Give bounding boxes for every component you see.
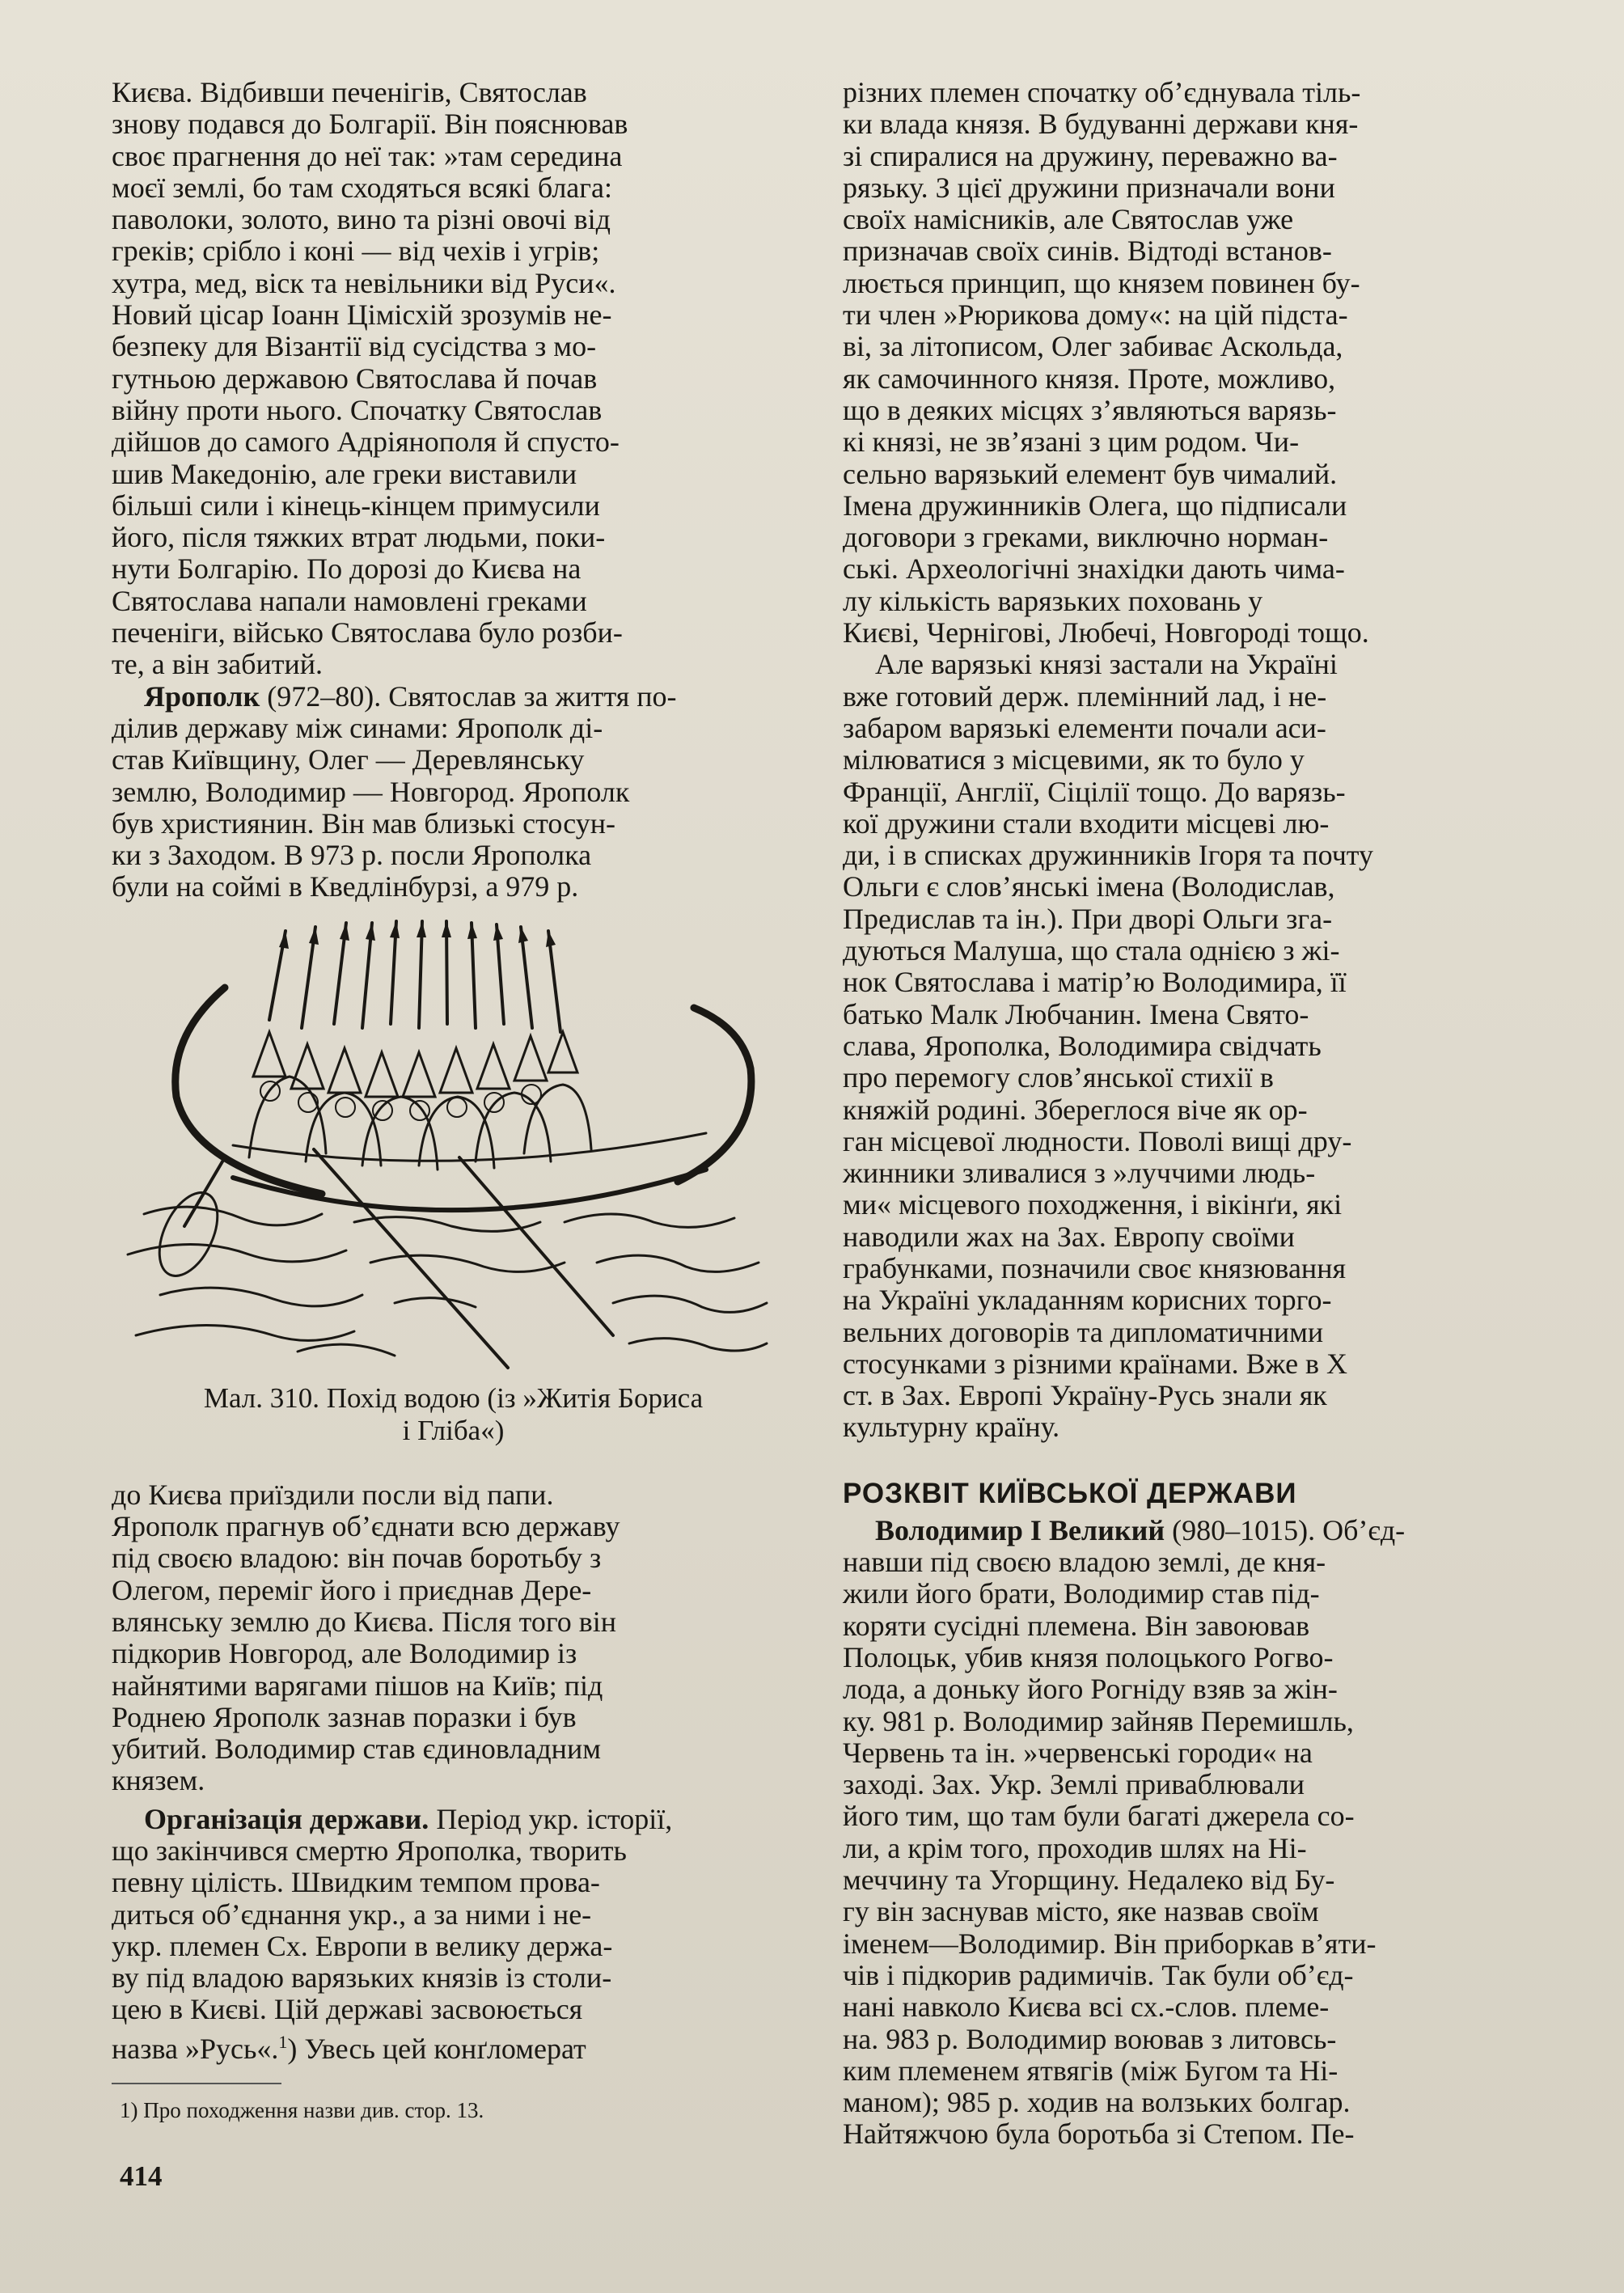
left-column — [112, 77, 795, 2123]
yaropolk-text: (972–80). Святослав за життя по- ділив державу між синами: Ярополк ді- став Київщину, Олег — Деревлянську землю, Володимир — Новгород. Ярополк був християнин. Він мав близькі стосун- ки з Заходом. В 973 р. посли Ярополка були на соймі в Кведлінбурзі, а 979 р. — [112, 679, 677, 903]
paragraph-organization — [112, 1804, 795, 2065]
paragraph-volodymyr — [843, 1515, 1532, 2151]
footnote-divider — [112, 2083, 281, 2084]
footnote-marker: 1 — [278, 2031, 288, 2052]
organization-text: Період укр. історії, що закінчився смертю Ярополка, творить певну цілість. Швидким темпом прова- диться об’єднання укр., а за ними і не- укр. племен Сх. Европи в велику держа- ву під владою варязьких князів із столи- цею в Києві. Цій державі засвоюється назва »Русь«. — [112, 1802, 673, 2065]
figure-caption: Мал. 310. Похід водою (із »Житія Бориса і Гліба«) — [203, 1381, 704, 1446]
volodymyr-text: (980–1015). Об’єд- навши під своєю владою землі, де кня- жили його брати, Володимир став під- коряти сусідні племена. Він завоював Полоцьк, убив князя полоцького Рогво- лода, а доньку його Рогніду взяв за жін- ку. 981 р. Володимир зайняв Перемишль, Червень та ін. »червенські городи« на заході. Зах. Укр. Землі приваблювали його тим, що там були багаті джерела со- ли, а крім того, проходив шлях на Ні- меччину та Угорщину. Недалеко від Бу- гу він заснував місто, яке назвав своїм іменем—Володимир. Він приборкав в’яти- чів і підкорив радимичів. Так були об’єд- нані навколо Києва всі сх.-слов. племе- на. 983 р. Володимир воював з литовсь- ким племенем ятвягів (між Бугом та Ні- маном); 985 р. ходив на волзьких болгар. Найтяжчою була боротьба зі Степом. Пе- — [843, 1513, 1406, 2151]
footnote: 1) Про походження назви див. стор. 13. — [120, 2098, 484, 2123]
illustration-boat — [112, 915, 795, 1376]
right-column — [843, 77, 1532, 2151]
organization-text-tail: ) Увесь цей конґломерат — [287, 2032, 586, 2065]
boat-drawing — [112, 915, 795, 1376]
paragraph-druzhyna: різних племен спочатку об’єднувала тіль- ки влада князя. В будуванні держави кня- зі спиралися на дружину, переважно ва- рязьку. З цієї дружини призначали вони своїх намісників, але Святослав уже призначав своїх синів. Відтоді встанов- люється принцип, що князем повинен бу- ти член »Рюрикова дому«: на цій підста- ві, за літописом, Олег забиває Аскольда, як самочинного князя. Проте, можливо, що в деяких місцях з’являються варязь- кі князі, не зв’язані з цим родом. Чи- сельно варязький елемент був чималий. Імена дружинників Олега, що підписали договори з греками, виключно норман- ські. Археологічні знахідки дають чима- лу кількість варязьких поховань у Києві, Чернігові, Любечі, Новгороді тощо. — [843, 76, 1369, 649]
paragraph-svyatoslav: Києва. Відбивши печенігів, Святослав знову подався до Болгарії. Він пояснював своє прагнення до неї так: »там середина моєї землі, бо там сходяться всякі блага: паволоки, золото, вино та різні овочі від греків; срібло і коні — від чехів і угрів; хутра, мед, віск та невільники від Руси«. Новий цісар Іоанн Цімісхій зрозумів не- безпеку для Візантії від сусідства з мо- гутньою державою Святослава й почав війну проти нього. Спочатку Святослав дійшов до самого Адріянополя й спусто- шив Македонію, але греки виставили більші сили і кінець-кінцем примусили його, після тяжких втрат людьми, поки- нути Болгарію. По дорозі до Києва на Святослава напали намовлені греками печеніги, військо Святослава було розби- те, а він забитий. — [112, 76, 628, 681]
paragraph-yaropolk — [112, 681, 795, 903]
page-number: 414 — [120, 2160, 163, 2192]
section-heading: РОЗКВІТ КИЇВСЬКОЇ ДЕРЖАВИ — [843, 1477, 1297, 1509]
paragraph-yaropolk-continued: до Києва приїздили посли від папи. Ярополк прагнув об’єднати всю державу під своєю владою: він почав боротьбу з Олегом, переміг його і приєднав Дере- влянську землю до Києва. Після того він підкорив Новгород, але Володимир із найнятими варягами пішов на Київ; під Роднею Ярополк зазнав поразки і був убитий. Володимир став єдиновладним князем. — [112, 1478, 620, 1797]
organization-run-in-heading: Організація держави. — [144, 1802, 429, 1835]
paragraph-varangian-princes: Але варязькі князі застали на Україні вже готовий держ. племінний лад, і не- забаром варязькі елементи почали аси- мілюватися з місцевими, як то було у Франції, Англії, Сіцілії тощо. До варязь- кої дружини стали входити місцеві лю- ди, і в списках дружинників Ігоря та почту Ольги є слов’янські імена (Володислав, Предислав та ін.). При дворі Ольги зга- дуються Малуша, що стала однією з жі- нок Святослава і матір’ю Володимира, її батько Малк Любчанин. Імена Свято- слава, Ярополка, Володимира свідчать про перемогу слов’янської стихії в княжій родині. Збереглося віче як ор- ган місцевої людности. Поволі вищі дру- жинники зливалися з »луччими людь- ми« місцевого походження, і вікінґи, які наводили жах на Зах. Европу своїми грабунками, позначили своє князювання на Україні укладанням корисних торго- вельних договорів та дипломатичними стосунками з різними країнами. Вже в Х ст. в Зах. Европі Україну-Русь знали як культурну країну. — [843, 648, 1374, 1444]
volodymyr-run-in-heading: Володимир І Великий — [875, 1513, 1165, 1546]
yaropolk-run-in-heading: Ярополк — [144, 679, 260, 713]
